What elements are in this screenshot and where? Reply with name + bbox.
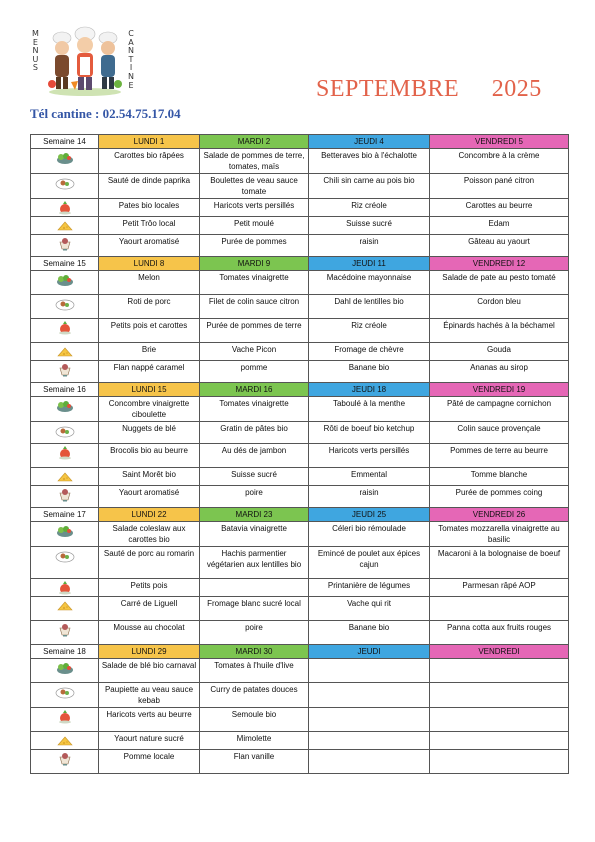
menu-cell: Brocolis bio au beurre (99, 444, 200, 468)
menu-row (31, 750, 569, 774)
menu-cell: Taboulé à la menthe (309, 397, 430, 422)
menu-row (31, 597, 569, 621)
menu-cell: Salade de pommes de terre, tomates, maïs (200, 149, 309, 174)
menu-cell: Salade de pate au pesto tomaté (430, 271, 569, 295)
menu-cell: Suisse sucré (309, 217, 430, 235)
cantine-logo (30, 24, 142, 96)
day-friday-header: VENDREDI 19 (430, 383, 569, 397)
day-tuesday-header: MARDI 2 (200, 135, 309, 149)
menu-cell: Flan nappé caramel (99, 361, 200, 383)
day-monday-header: LUNDI 29 (99, 645, 200, 659)
day-thursday-header: JEUDI 25 (309, 508, 430, 522)
chefs-illustration (44, 26, 126, 96)
menu-row (31, 295, 569, 319)
menu-cell: Tomates vinaigrette (200, 397, 309, 422)
menu-cell: Parmesan râpé AOP (430, 579, 569, 597)
menu-row (31, 271, 569, 295)
menu-cell: Riz créole (309, 199, 430, 217)
main-dish-icon (31, 295, 99, 319)
day-tuesday-header: MARDI 23 (200, 508, 309, 522)
menu-cell: Pâté de campagne cornichon (430, 397, 569, 422)
menu-cell: Carré de Liguell (99, 597, 200, 621)
menu-cell: Panna cotta aux fruits rouges (430, 621, 569, 645)
menu-cell: Fromage blanc sucré local (200, 597, 309, 621)
day-monday-header: LUNDI 1 (99, 135, 200, 149)
menu-cell: Yaourt nature sucré (99, 732, 200, 750)
menu-cell: Betteraves bio à l'échalotte (309, 149, 430, 174)
menu-cell: Saint Morêt bio (99, 468, 200, 486)
menu-cell: Riz créole (309, 319, 430, 343)
logo-letter: N (128, 46, 134, 56)
menu-cell: Petit Trôo local (99, 217, 200, 235)
menu-row (31, 174, 569, 199)
menu-cell: Haricots verts persillés (200, 199, 309, 217)
menu-cell: Batavia vinaigrette (200, 522, 309, 547)
menu-row (31, 732, 569, 750)
menu-cell: Sauté de porc au romarin (99, 547, 200, 579)
dessert-icon (31, 750, 99, 774)
day-tuesday-header: MARDI 16 (200, 383, 309, 397)
cheese-icon (31, 597, 99, 621)
menu-cell (309, 683, 430, 708)
logo-letter: N (32, 46, 39, 56)
week-header-row (31, 508, 569, 522)
menu-cell: raisin (309, 486, 430, 508)
menu-cell: Flan vanille (200, 750, 309, 774)
main-dish-icon (31, 174, 99, 199)
menu-cell: Carottes bio râpées (99, 149, 200, 174)
menu-cell (430, 683, 569, 708)
menu-cell: Emincé de poulet aux épices cajun (309, 547, 430, 579)
menu-cell: Gouda (430, 343, 569, 361)
logo-letter: E (128, 80, 134, 90)
menu-row (31, 343, 569, 361)
menu-cell: Macaroni à la bolognaise de boeuf (430, 547, 569, 579)
menu-table (30, 134, 569, 774)
menu-cell: Mimolette (200, 732, 309, 750)
menu-cell: Ananas au sirop (430, 361, 569, 383)
day-monday-header: LUNDI 22 (99, 508, 200, 522)
logo-letter: U (32, 54, 39, 64)
day-monday-header: LUNDI 8 (99, 257, 200, 271)
vegetable-icon (31, 199, 99, 217)
menu-row (31, 468, 569, 486)
menu-row (31, 217, 569, 235)
day-monday-header: LUNDI 15 (99, 383, 200, 397)
menu-cell (309, 708, 430, 732)
logo-letter: M (32, 29, 39, 38)
menu-cell (309, 659, 430, 683)
salad-icon (31, 397, 99, 422)
menu-cell (200, 579, 309, 597)
phone-number: Tél cantine : 02.54.75.17.04 (30, 106, 181, 121)
logo-letter: N (128, 71, 134, 81)
menu-cell (430, 659, 569, 683)
logo-letter: T (128, 54, 134, 64)
menu-cell: Boulettes de veau sauce tomate (200, 174, 309, 199)
menu-cell: Épinards hachés à la béchamel (430, 319, 569, 343)
menu-cell (430, 732, 569, 750)
salad-icon (31, 271, 99, 295)
menu-row (31, 149, 569, 174)
menu-cell: Suisse sucré (200, 468, 309, 486)
day-friday-header: VENDREDI 5 (430, 135, 569, 149)
day-thursday-header: JEUDI 4 (309, 135, 430, 149)
menu-cell: Rôti de boeuf bio ketchup (309, 422, 430, 444)
menu-cell: Yaourt aromatisé (99, 486, 200, 508)
menu-row (31, 522, 569, 547)
menu-row (31, 547, 569, 579)
menu-cell: Haricots verts persillés (309, 444, 430, 468)
menu-cell: Petits pois et carottes (99, 319, 200, 343)
menu-cell: Semoule bio (200, 708, 309, 732)
menu-cell: Concombre vinaigrette ciboulette (99, 397, 200, 422)
menu-cell (309, 732, 430, 750)
menu-cell: Dahl de lentilles bio (309, 295, 430, 319)
menu-cell: Purée de pommes coing (430, 486, 569, 508)
menu-cell: Banane bio (309, 621, 430, 645)
menu-cell: Roti de porc (99, 295, 200, 319)
salad-icon (31, 149, 99, 174)
menu-row (31, 621, 569, 645)
menu-cell: Curry de patates douces (200, 683, 309, 708)
menu-cell: Sauté de dinde paprika (99, 174, 200, 199)
menu-row (31, 199, 569, 217)
menu-row (31, 235, 569, 257)
page-title: SEPTEMBRE 2025 (316, 76, 542, 102)
menu-cell: Macédoine mayonnaise (309, 271, 430, 295)
main-dish-icon (31, 422, 99, 444)
menu-cell (430, 750, 569, 774)
week-header-row (31, 645, 569, 659)
logo-letter: I (129, 63, 133, 73)
menu-cell (430, 708, 569, 732)
menu-row (31, 422, 569, 444)
menu-cell: Purée de pommes (200, 235, 309, 257)
salad-icon (31, 659, 99, 683)
dessert-icon (31, 361, 99, 383)
menu-cell: raisin (309, 235, 430, 257)
day-tuesday-header: MARDI 9 (200, 257, 309, 271)
dessert-icon (31, 235, 99, 257)
week-header-row (31, 383, 569, 397)
week-header-row (31, 257, 569, 271)
cheese-icon (31, 217, 99, 235)
menu-row (31, 579, 569, 597)
menu-cell: Pommes de terre au beurre (430, 444, 569, 468)
main-dish-icon (31, 683, 99, 708)
menu-cell: Gratin de pâtes bio (200, 422, 309, 444)
day-thursday-header: JEUDI 18 (309, 383, 430, 397)
menu-cell: Edam (430, 217, 569, 235)
cheese-icon (31, 343, 99, 361)
day-friday-header: VENDREDI (430, 645, 569, 659)
menu-cell: Fromage de chèvre (309, 343, 430, 361)
menu-cell: Tomates mozzarella vinaigrette au basilic (430, 522, 569, 547)
main-dish-icon (31, 547, 99, 579)
vegetable-icon (31, 444, 99, 468)
menu-cell (309, 750, 430, 774)
cheese-icon (31, 468, 99, 486)
menu-cell: Melon (99, 271, 200, 295)
week-label: Semaine 14 (31, 135, 99, 149)
logo-menus-letters (32, 30, 39, 73)
menu-row (31, 319, 569, 343)
menu-row (31, 486, 569, 508)
menu-cell: Yaourt aromatisé (99, 235, 200, 257)
logo-letter: E (32, 37, 38, 47)
salad-icon (31, 522, 99, 547)
menu-row (31, 397, 569, 422)
menu-cell: Petit moulé (200, 217, 309, 235)
menu-cell: Salade coleslaw aux carottes bio (99, 522, 200, 547)
logo-letter: C (128, 29, 134, 38)
menu-cell: pomme (200, 361, 309, 383)
menu-cell: Poisson pané citron (430, 174, 569, 199)
menu-cell: Haricots verts au beurre (99, 708, 200, 732)
vegetable-icon (31, 579, 99, 597)
menu-cell: Salade de blé bio carnaval (99, 659, 200, 683)
menu-cell: Filet de colin sauce citron (200, 295, 309, 319)
menu-cell: Paupiette au veau sauce kebab (99, 683, 200, 708)
menu-row (31, 659, 569, 683)
day-tuesday-header: MARDI 30 (200, 645, 309, 659)
menu-row (31, 708, 569, 732)
menu-cell: Chili sin carne au pois bio (309, 174, 430, 199)
menu-cell: Brie (99, 343, 200, 361)
logo-letter: S (32, 63, 38, 73)
week-label: Semaine 16 (31, 383, 99, 397)
menu-cell: Céleri bio rémoulade (309, 522, 430, 547)
menu-cell: Pomme locale (99, 750, 200, 774)
menu-cell: Cordon bleu (430, 295, 569, 319)
week-header-row (31, 135, 569, 149)
logo-letter: A (128, 37, 134, 47)
week-label: Semaine 15 (31, 257, 99, 271)
menu-cell: Tomates vinaigrette (200, 271, 309, 295)
menu-cell: Petits pois (99, 579, 200, 597)
day-thursday-header: JEUDI 11 (309, 257, 430, 271)
menu-cell: Carottes au beurre (430, 199, 569, 217)
menu-cell: Printanière de légumes (309, 579, 430, 597)
logo-cantine-letters (128, 30, 134, 90)
menu-row (31, 361, 569, 383)
menu-row (31, 444, 569, 468)
menu-cell: Mousse au chocolat (99, 621, 200, 645)
menu-cell: Banane bio (309, 361, 430, 383)
menu-cell: Tomates à l'huile d'live (200, 659, 309, 683)
week-label: Semaine 17 (31, 508, 99, 522)
menu-cell: Pates bio locales (99, 199, 200, 217)
menu-cell (430, 597, 569, 621)
day-friday-header: VENDREDI 26 (430, 508, 569, 522)
menu-cell: Vache Picon (200, 343, 309, 361)
cheese-icon (31, 732, 99, 750)
menu-cell: Concombre à la crème (430, 149, 569, 174)
dessert-icon (31, 486, 99, 508)
menu-cell: poire (200, 486, 309, 508)
menu-cell: Vache qui rit (309, 597, 430, 621)
week-label: Semaine 18 (31, 645, 99, 659)
menu-cell: Gâteau au yaourt (430, 235, 569, 257)
day-thursday-header: JEUDI (309, 645, 430, 659)
menu-cell: Colin sauce provençale (430, 422, 569, 444)
menu-cell: Purée de pommes de terre (200, 319, 309, 343)
vegetable-icon (31, 319, 99, 343)
menu-cell: Au dés de jambon (200, 444, 309, 468)
dessert-icon (31, 621, 99, 645)
day-friday-header: VENDREDI 12 (430, 257, 569, 271)
menu-cell: Emmental (309, 468, 430, 486)
menu-cell: Hachis parmentier végétarien aux lentilles bio (200, 547, 309, 579)
menu-cell: Tomme blanche (430, 468, 569, 486)
vegetable-icon (31, 708, 99, 732)
menu-cell: Nuggets de blé (99, 422, 200, 444)
menu-cell: poire (200, 621, 309, 645)
menu-row (31, 683, 569, 708)
